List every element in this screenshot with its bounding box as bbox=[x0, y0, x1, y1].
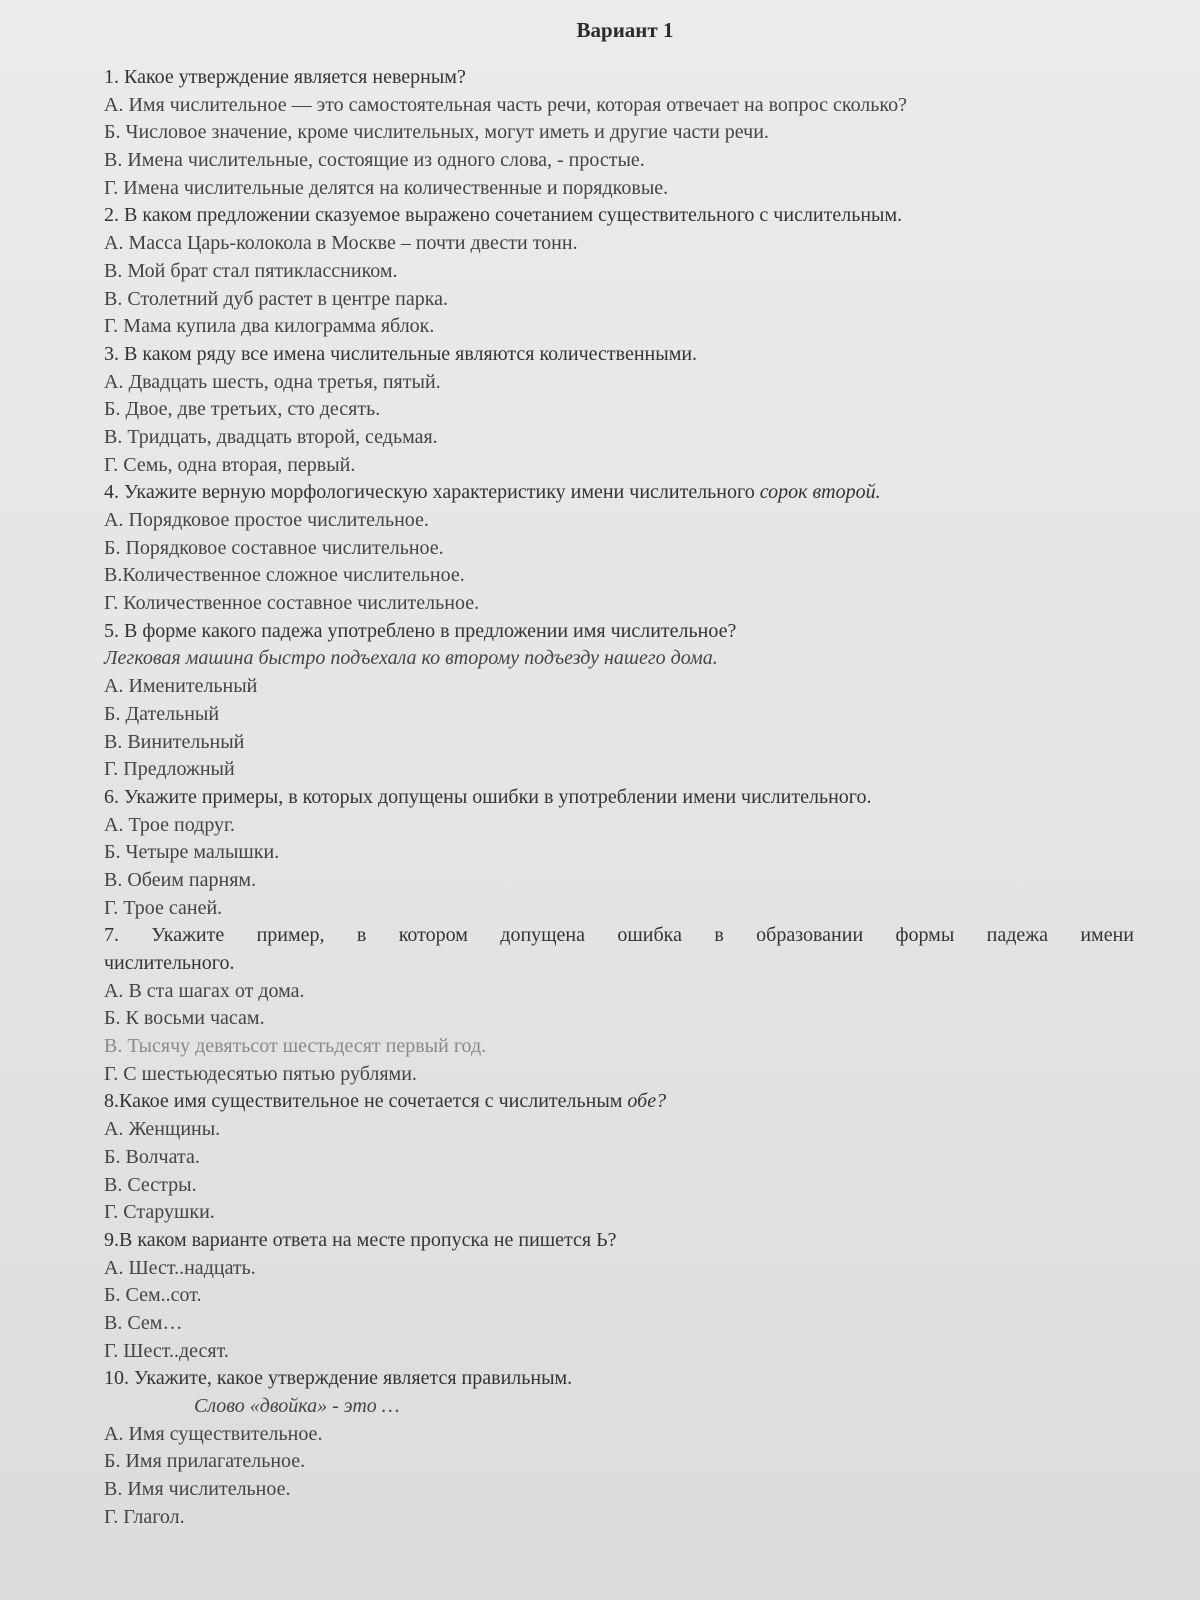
question-1: 1. Какое утверждение является неверным? bbox=[104, 66, 466, 88]
option: А. Шест..надцать. bbox=[104, 1256, 256, 1279]
option: Г. Трое саней. bbox=[104, 896, 223, 919]
example-sentence bbox=[104, 645, 1134, 673]
question-8-italic: обе? bbox=[627, 1090, 667, 1113]
question-2: 2. В каком предложении сказуемое выражено сочетанием существительного с числительным. bbox=[104, 204, 903, 227]
option: В. Имена числительные, состоящие из одного слова, - простые. bbox=[104, 149, 645, 172]
question-7: 7. Укажите пример, в котором допущена ошибка в образовании формы падежа имени bbox=[104, 924, 1134, 947]
option: В.Количественное сложное числительное. bbox=[104, 564, 465, 587]
option: Г. Мама купила два килограмма яблок. bbox=[104, 315, 435, 338]
option: Б. Порядковое составное числительное. bbox=[104, 536, 444, 559]
example-italic: Легковая машина быстро подъехала ко второму подъезду нашего дома. bbox=[104, 647, 718, 670]
option: В. Столетний дуб растет в центре парка. bbox=[104, 287, 448, 310]
question-4-text: 4. Укажите верную морфологическую характеристику имени числительного bbox=[104, 481, 755, 504]
option: Б. Числовое значение, кроме числительных, могут иметь и другие части речи. bbox=[104, 121, 769, 144]
option: В. Сестры. bbox=[104, 1173, 197, 1196]
option: Г. Имена числительные делятся на количественные и порядковые. bbox=[104, 176, 669, 199]
option: В. Обеим парням. bbox=[104, 868, 257, 891]
option: А. Трое подруг. bbox=[104, 813, 236, 836]
question-5: 5. В форме какого падежа употреблено в предложении имя числительное? bbox=[104, 619, 737, 642]
option: В. Имя числительное. bbox=[104, 1478, 291, 1501]
questions-list bbox=[104, 64, 1134, 1531]
page-title: Вариант 1 bbox=[576, 18, 674, 42]
option: А. Двадцать шесть, одна третья, пятый. bbox=[104, 370, 441, 393]
option: Б. Волчата. bbox=[104, 1145, 200, 1168]
question-6: 6. Укажите примеры, в которых допущены ошибки в употреблении имени числительного. bbox=[104, 785, 872, 808]
option: А. Женщины. bbox=[104, 1118, 221, 1141]
option: В. Мой брат стал пятиклассником. bbox=[104, 259, 398, 282]
option: А. Именительный bbox=[104, 675, 258, 698]
question-10: 10. Укажите, какое утверждение является правильным. bbox=[104, 1367, 573, 1390]
option: А. Имя существительное. bbox=[104, 1422, 323, 1445]
option: Б. Четыре малышки. bbox=[104, 841, 280, 864]
question-7-continuation: числительного. bbox=[104, 952, 235, 975]
option: Г. Старушки. bbox=[104, 1201, 215, 1224]
option: А. Имя числительное — это самостоятельная часть речи, которая отвечает на вопрос сколько? bbox=[104, 93, 907, 116]
question-8 bbox=[104, 1088, 1134, 1116]
option: Б. К восьми часам. bbox=[104, 1007, 265, 1030]
option: Г. С шестьюдесятью пятью рублями. bbox=[104, 1062, 417, 1085]
option: Б. Имя прилагательное. bbox=[104, 1450, 306, 1473]
option: А. Порядковое простое числительное. bbox=[104, 509, 429, 531]
option: Г. Шест..десят. bbox=[104, 1339, 229, 1362]
option: А. Масса Царь-колокола в Москве – почти двести тонн. bbox=[104, 232, 578, 255]
option: Б. Дательный bbox=[104, 702, 220, 725]
option: Г. Глагол. bbox=[104, 1505, 185, 1528]
option: Г. Количественное составное числительное. bbox=[104, 592, 480, 615]
option: В. Винительный bbox=[104, 730, 245, 753]
option: Г. Предложный bbox=[104, 758, 235, 781]
example-sentence bbox=[104, 1393, 1134, 1421]
question-8-text: 8.Какое имя существительное не сочетается с числительным bbox=[104, 1090, 623, 1113]
question-3: 3. В каком ряду все имена числительные являются количественными. bbox=[104, 342, 698, 365]
option: В. Тридцать, двадцать второй, седьмая. bbox=[104, 425, 438, 448]
option: Б. Сем..сот. bbox=[104, 1284, 202, 1307]
question-9: 9.В каком варианте ответа на месте пропуска не пишется Ь? bbox=[104, 1228, 617, 1251]
option: А. В ста шагах от дома. bbox=[104, 979, 305, 1002]
option: Б. Двое, две третьих, сто десять. bbox=[104, 398, 381, 421]
question-4-italic: сорок второй. bbox=[759, 481, 881, 504]
example-italic: Слово «двойка» - это … bbox=[194, 1395, 400, 1418]
option: Г. Семь, одна вторая, первый. bbox=[104, 453, 356, 476]
option: В. Сем… bbox=[104, 1311, 183, 1334]
option: В. Тысячу девятьсот шестьдесят первый год. bbox=[104, 1035, 487, 1058]
question-4 bbox=[104, 479, 1134, 507]
